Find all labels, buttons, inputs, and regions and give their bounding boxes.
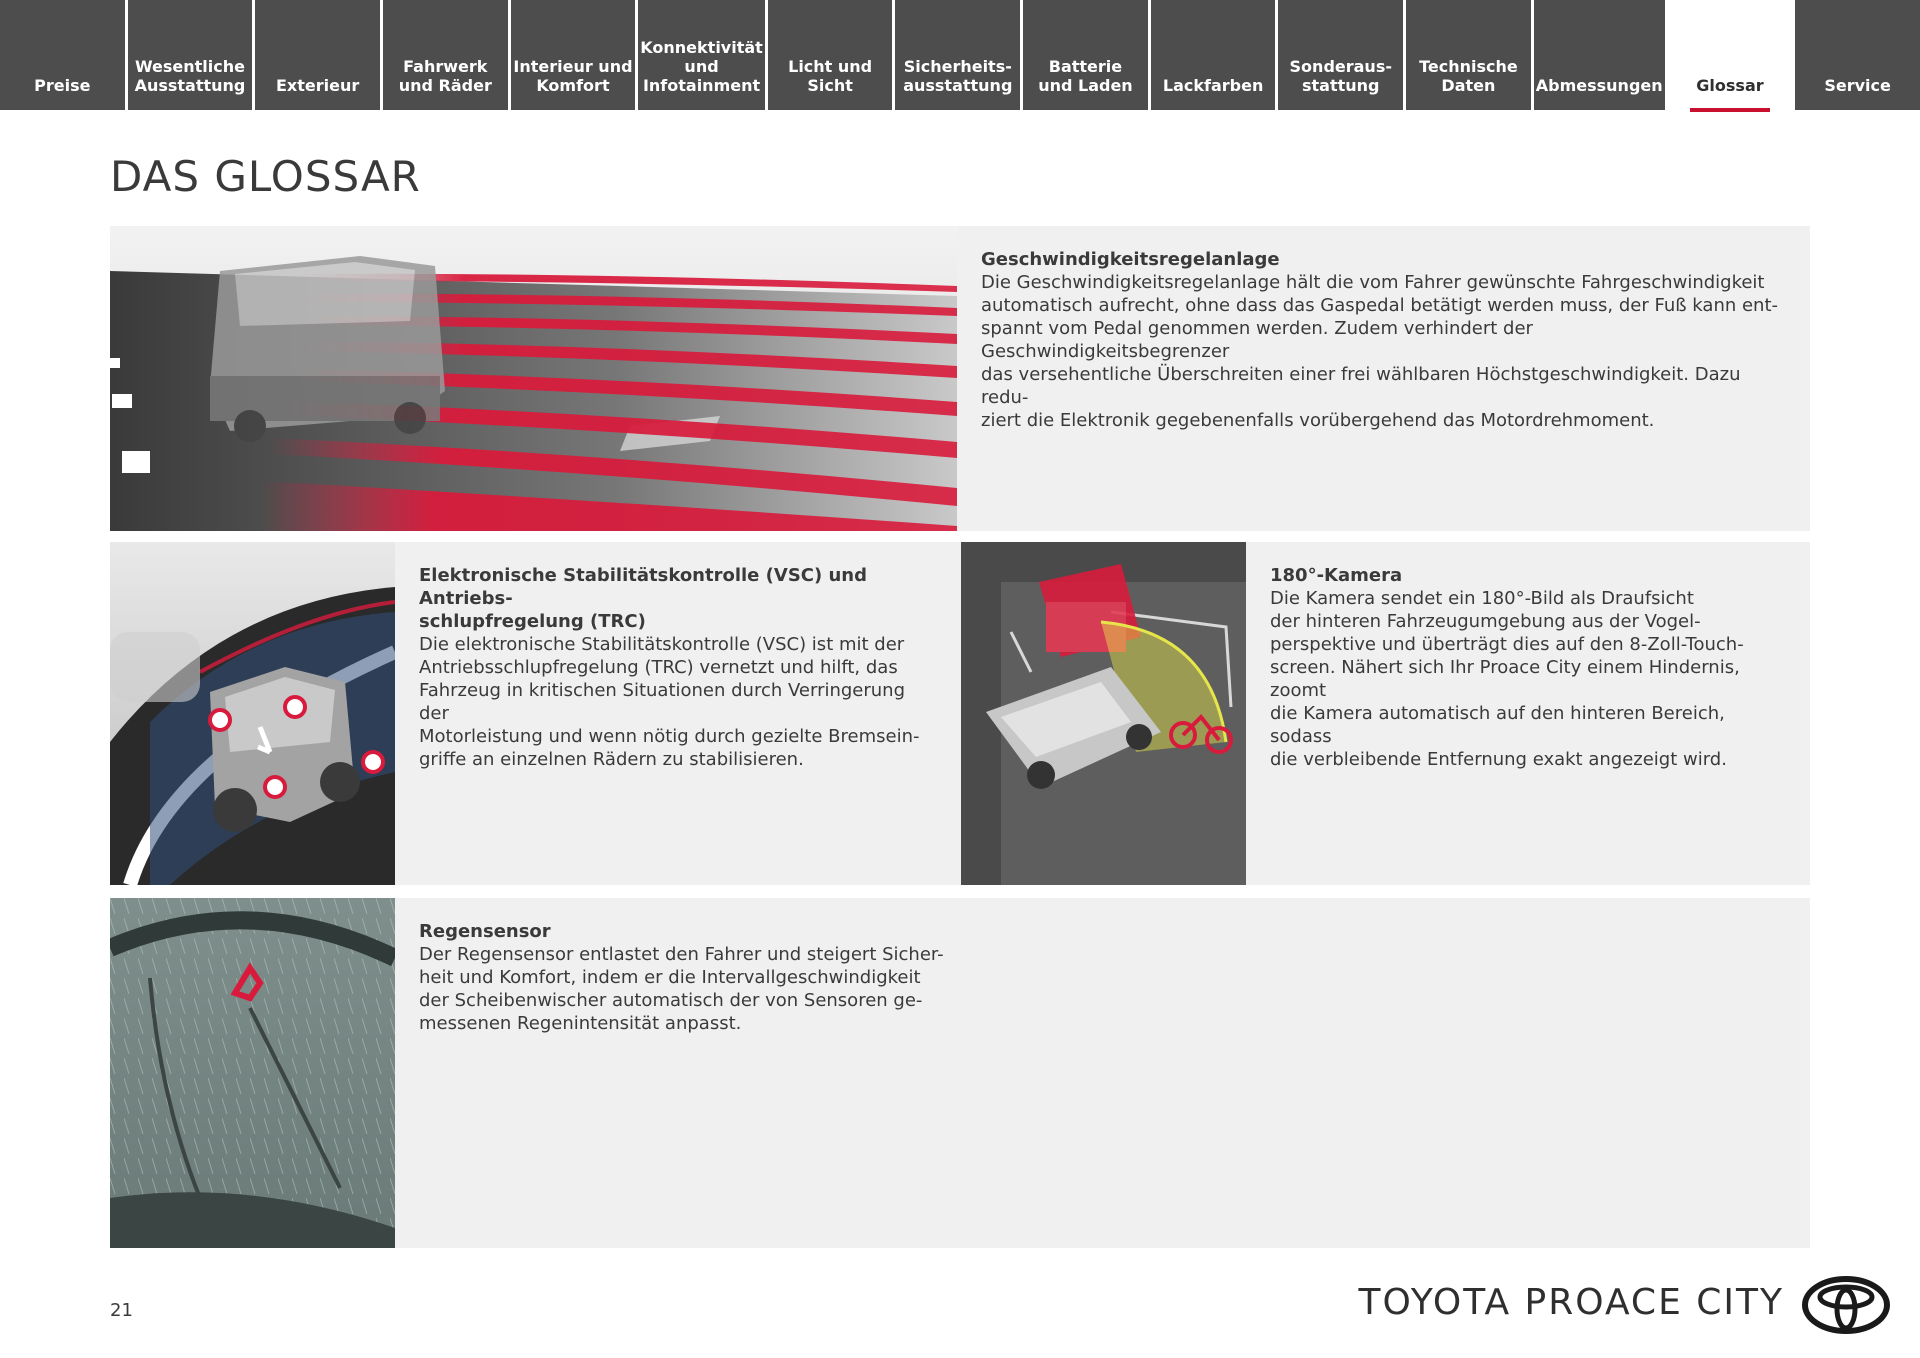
page-title: DAS GLOSSAR xyxy=(110,152,421,201)
vsc-trc-text xyxy=(395,542,961,885)
tab-service[interactable]: Service xyxy=(1795,0,1920,110)
top-navigation xyxy=(0,0,1920,110)
glossary-row-2 xyxy=(110,542,1810,885)
tab-fahrwerk-und-raeder[interactable]: Fahrwerk und Räder xyxy=(383,0,508,110)
entry-title: Geschwindigkeitsregelanlage xyxy=(981,249,1280,270)
entry-body: Die Kamera sendet ein 180°-Bild als Draufsicht der hinteren Fahrzeugumgebung aus der Vogel- perspektive und überträgt dies auf den 8-Zoll-Touch- screen. Nähert sich Ihr Proace City einem Hindernis, zoomt die Kamera automatisch auf den hinteren Bereich, sodass die verbleibende Entfernung exakt angezeigt wird. xyxy=(1270,588,1744,770)
entry-body: Der Regensensor entlastet den Fahrer und steigert Sicher- heit und Komfort, indem er die Intervallgeschwindigkeit der Scheibenwischer automatisch der von Sensoren ge- messenen Regenintensität anpasst. xyxy=(419,944,944,1034)
vsc-trc-image xyxy=(110,542,395,885)
tab-interieur-und-komfort[interactable]: Interieur und Komfort xyxy=(511,0,636,110)
glossary-row-1 xyxy=(110,226,1810,531)
tab-konnektivitaet[interactable]: Konnektivität und Infotainment xyxy=(638,0,765,110)
camera-180-image xyxy=(961,542,1246,885)
tab-lackfarben[interactable]: Lackfarben xyxy=(1151,0,1276,110)
page-number: 21 xyxy=(110,1300,133,1321)
cruise-control-image xyxy=(110,226,957,531)
entry-body: Die elektronische Stabilitätskontrolle (VSC) ist mit der Antriebsschlupfregelung (TRC) vernetzt und hilft, das Fahrzeug in kritischen Situationen durch Verringerung der Motorleistung und wenn nötig durch gezielte Bremsein- griffe an einzelnen Rädern zu stabilisieren. xyxy=(419,634,920,770)
tab-batterie-und-laden[interactable]: Batterie und Laden xyxy=(1023,0,1148,110)
tab-exterieur[interactable]: Exterieur xyxy=(255,0,380,110)
tab-glossar[interactable]: Glossar xyxy=(1668,0,1793,110)
toyota-logo-icon xyxy=(1802,1276,1890,1334)
glossary-row-3 xyxy=(110,898,1810,1248)
tab-licht-und-sicht[interactable]: Licht und Sicht xyxy=(768,0,893,110)
entry-body: Die Geschwindigkeitsregelanlage hält die vom Fahrer gewünschte Fahrgeschwindigkeit automatisch aufrecht, ohne dass das Gaspedal betätigt werden muss, der Fuß kann ent- spannt vom Pedal genommen werden. Zudem verhindert der Geschwindigkeitsbegrenzer das versehentliche Überschreiten einer frei wählbaren Höchstgeschwindigkeit. Dazu redu- ziert die Elektronik gegebenenfalls vorübergehend das Motordrehmoment. xyxy=(981,272,1779,431)
cruise-control-text xyxy=(957,226,1810,531)
entry-title: Regensensor xyxy=(419,921,551,942)
tab-wesentliche-ausstattung[interactable]: Wesentliche Ausstattung xyxy=(128,0,253,110)
rain-sensor-image xyxy=(110,898,395,1248)
entry-title: Elektronische Stabilitätskontrolle (VSC) und Antriebs- schlupfregelung (TRC) xyxy=(419,565,867,632)
camera-180-text xyxy=(1246,542,1810,885)
tab-sonderausstattung[interactable]: Sonderaus- stattung xyxy=(1278,0,1403,110)
brand-name: TOYOTA PROACE CITY xyxy=(1358,1282,1784,1323)
entry-title: 180°-Kamera xyxy=(1270,565,1403,586)
tab-preise[interactable]: Preise xyxy=(0,0,125,110)
tab-abmessungen[interactable]: Abmessungen xyxy=(1534,0,1665,110)
tab-sicherheitsausstattung[interactable]: Sicherheits- ausstattung xyxy=(895,0,1020,110)
tab-technische-daten[interactable]: Technische Daten xyxy=(1406,0,1531,110)
rain-sensor-text xyxy=(395,898,1810,1248)
